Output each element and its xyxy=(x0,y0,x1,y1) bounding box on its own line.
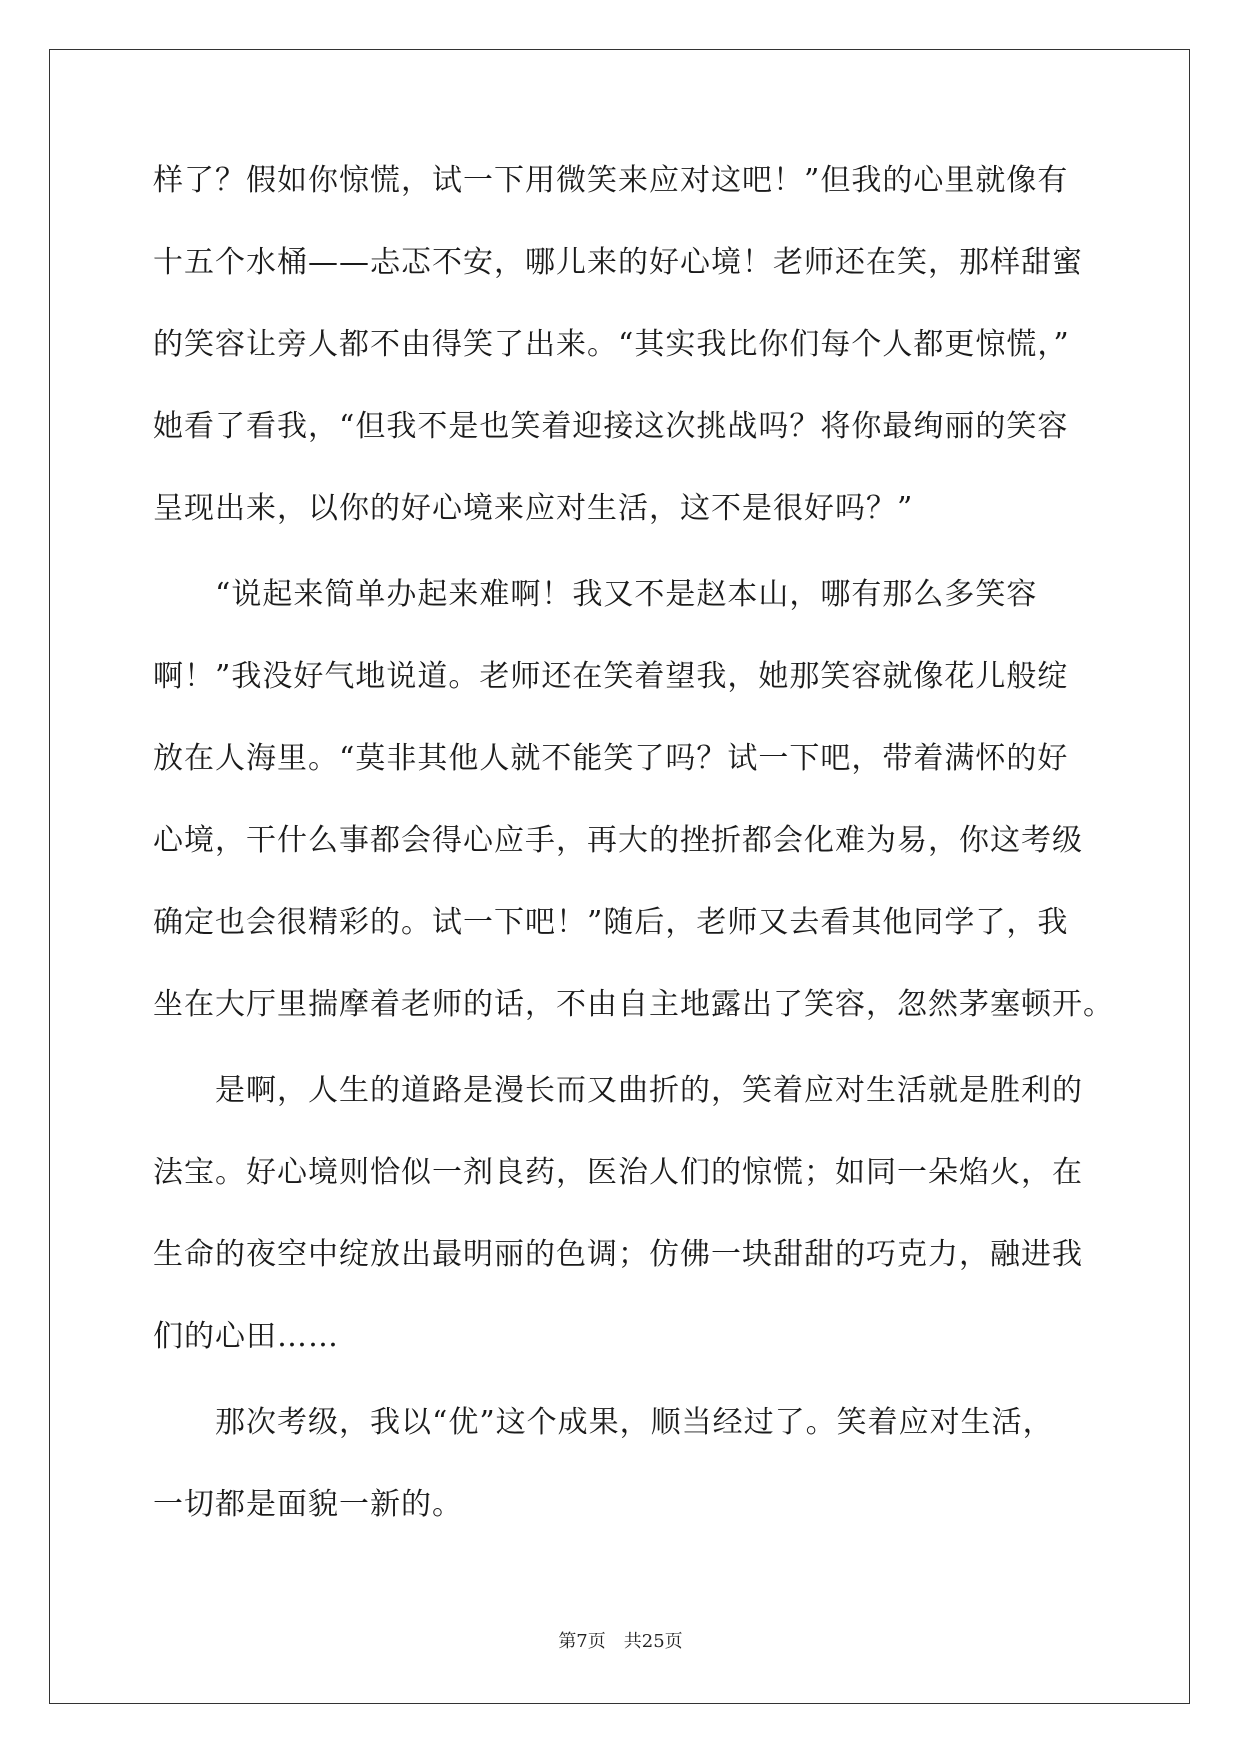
text-line: 们的心田…… xyxy=(153,1319,339,1354)
text-line: 那次考级，我以“优”这个成果，顺当经过了。笑着应对生活， xyxy=(153,1405,1054,1440)
document-body xyxy=(153,160,1114,1566)
text-line: 的笑容让旁人都不由得笑了出来。“其实我比你们每个人都更惊慌，” xyxy=(153,327,1070,362)
text-line: 样了？假如你惊慌，试一下用微笑来应对这吧！”但我的心里就像有 xyxy=(153,163,1069,198)
text-line: “说起来简单办起来难啊！我又不是赵本山，哪有那么多笑容 xyxy=(153,577,1038,612)
text-line: 确定也会很精彩的。试一下吧！”随后，老师又去看其他同学了，我 xyxy=(153,905,1069,940)
text-line: 生命的夜空中绽放出最明丽的色调；仿佛一块甜甜的巧克力，融进我 xyxy=(153,1237,1083,1272)
text-line: 啊！”我没好气地说道。老师还在笑着望我，她那笑容就像花儿般绽 xyxy=(153,659,1069,694)
page-number: 第7页 共25页 xyxy=(558,1631,683,1652)
text-line: 坐在大厅里揣摩着老师的话，不由自主地露出了笑容，忽然茅塞顿开。 xyxy=(153,987,1114,1022)
text-line: 是啊，人生的道路是漫长而又曲折的，笑着应对生活就是胜利的 xyxy=(153,1073,1083,1108)
text-line: 她看了看我，“但我不是也笑着迎接这次挑战吗？将你最绚丽的笑容 xyxy=(153,409,1069,444)
text-line: 呈现出来，以你的好心境来应对生活，这不是很好吗？” xyxy=(153,491,914,526)
text-line: 法宝。好心境则恰似一剂良药，医治人们的惊慌；如同一朵焰火，在 xyxy=(153,1155,1083,1190)
text-line: 一切都是面貌一新的。 xyxy=(153,1487,463,1522)
text-line: 心境，干什么事都会得心应手，再大的挫折都会化难为易，你这考级 xyxy=(153,823,1083,858)
text-line: 十五个水桶——忐忑不安，哪儿来的好心境！老师还在笑，那样甜蜜 xyxy=(153,245,1083,280)
text-line: 放在人海里。“莫非其他人就不能笑了吗？试一下吧，带着满怀的好 xyxy=(153,741,1069,776)
